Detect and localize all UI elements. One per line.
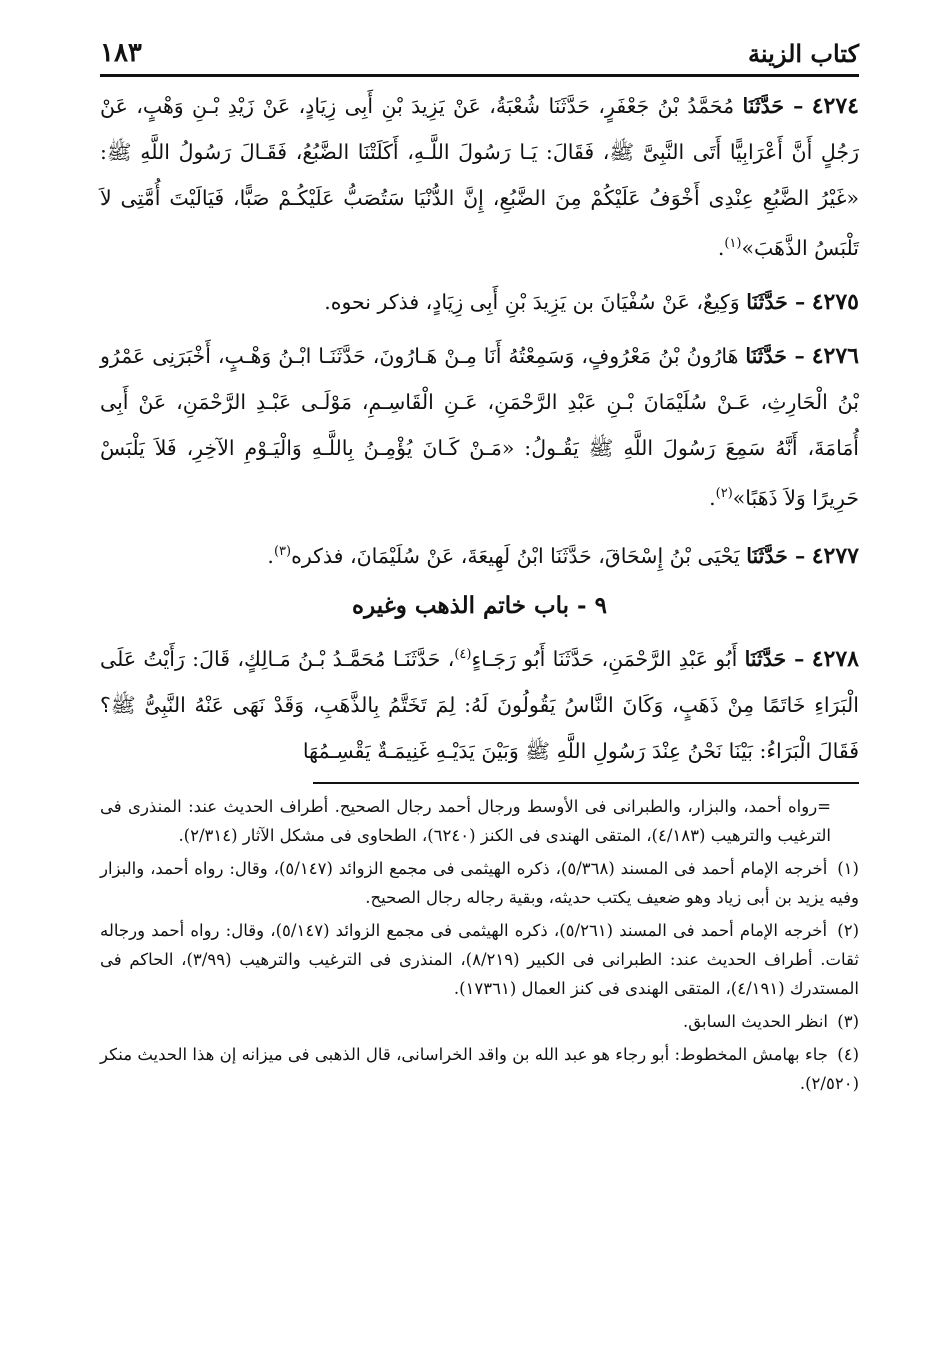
hadith-number: ٤٢٧٦: [811, 342, 859, 369]
hadith-number: ٤٢٧٨: [811, 646, 859, 673]
hadith-text-a: أَبُو عَبْدِ الرَّحْمَنِ، حَدَّثَنَا أَبُو رَجَـاءٍ: [471, 647, 738, 672]
footnote-ref[interactable]: (١): [724, 236, 742, 251]
hadith-text: هَارُونُ بْنُ مَعْرُوفٍ، وَسَمِعْتُهُ أَنَا مِـنْ هَـارُونَ، حَدَّثَنَـا ابْـنُ وَهْـبٍ، أَخْبَرَنِى عَمْرُو بْنُ الْحَارِثِ، عَـنْ سُلَيْمَانَ بْـنِ عَبْدِ الرَّحْمَنِ، عَـنِ الْقَاسِـمِ، مَوْلَـى عَبْـدِ الرَّحْمَنِ، عَنْ أَبِى أُمَامَةَ، أَنَّهُ سَمِعَ رَسُولَ اللَّهِ ﷺ يَقُـولُ: «مَـنْ كَـانَ يُؤْمِـنُ بِاللَّـهِ وَالْيَـوْمِ الآخِرِ، فَلاَ يَلْبَسْ حَرِيرًا وَلاَ ذَهَبًا»: [100, 343, 859, 510]
footnote-text: =رواه أحمد، والبزار، والطبرانى فى الأوسط ورجال أحمد رجال الصحيح. أطراف الحديث عند: المنذرى فى الترغيب والترهيب (٤/١٨٣)، المتقى الهندى فى الكنز (٦٢٤٠)، الطحاوى فى مشكل الآثار (٢/٣١٤).: [100, 797, 831, 846]
footnote-number: (٢): [837, 921, 860, 941]
hadith-4274: ٤٢٧٤ – حَدَّثَنَا مُحَمَّدُ بْنُ جَعْفَرٍ، حَدَّثَنَا شُعْبَةُ، عَنْ يَزِيدَ بْنِ أَبِى زِيَادٍ، عَنْ زَيْدِ بْـنِ وَهْبٍ، عَنْ رَجُلٍ أَنَّ أَعْرَابِيًّا أَتَى النَّبِىَّ ﷺ، فَقَالَ: يَـا رَسُولَ اللَّـهِ، أَكَلَتْنَا الضَّبُعُ، فَقَـالَ رَسُولُ اللَّهِ ﷺ: «غَيْرُ الضَّبُعِ عِنْدِى أَخْوَفُ عَلَيْكُمْ مِنَ الضَّبُعِ، إِنَّ الدُّنْيَا سَتُصَبُّ عَلَيْكُـمْ صَبًّا، فَيَالَيْتَ أُمَّتِى لاَ تَلْبَسُ الذَّهَبَ»$^{(١)}$.: [100, 93, 859, 260]
footnote-continued: [100, 792, 859, 850]
footnote-text: جاء بهامش المخطوط: أبو رجاء هو عبد الله بن واقد الخراسانى، قال الذهبى فى ميزانه إن هذا الحديث منكر (٢/٥٢٠).: [100, 1045, 859, 1094]
footnote-text: انظر الحديث السابق.: [683, 1012, 828, 1032]
chapter-heading: ٩ - باب خاتم الذهب وغيره: [352, 592, 607, 620]
page-header: [100, 30, 859, 77]
footnote-3: [100, 1007, 859, 1036]
hadith-lead: حَدَّثَنَا: [742, 94, 785, 118]
footnote-number: (٤): [837, 1045, 859, 1065]
hadith-4275: ٤٢٧٥ – حَدَّثَنَا وَكِيعٌ، عَنْ سُفْيَانَ بن يَزِيدَ بْنِ أَبِى زِيَادٍ، فذكر نحوه.: [324, 288, 859, 315]
footnote-1: [100, 854, 859, 912]
footnote-4: [100, 1040, 859, 1098]
hadith-end: .: [709, 485, 716, 510]
hadith-text: مُحَمَّدُ بْنُ جَعْفَرٍ، حَدَّثَنَا شُعْبَةُ، عَنْ يَزِيدَ بْنِ أَبِى زِيَادٍ، عَنْ زَيْدِ بْـنِ وَهْبٍ، عَنْ رَجُلٍ أَنَّ أَعْرَابِيًّا أَتَى النَّبِىَّ ﷺ، فَقَالَ: يَـا رَسُولَ اللَّـهِ، أَكَلَتْنَا الضَّبُعُ، فَقَـالَ رَسُولُ اللَّهِ ﷺ: «غَيْرُ الضَّبُعِ عِنْدِى أَخْوَفُ عَلَيْكُمْ مِنَ الضَّبُعِ، إِنَّ الدُّنْيَا سَتُصَبُّ عَلَيْكُـمْ صَبًّا، فَيَالَيْتَ أُمَّتِى لاَ تَلْبَسُ الذَّهَبَ»: [100, 94, 859, 260]
hadith-4278: ٤٢٧٨ – حَدَّثَنَا أَبُو عَبْدِ الرَّحْمَنِ، حَدَّثَنَا أَبُو رَجَـاءٍ$^{(٤)}$، حَدَّثَنَـا مُحَمَّـدُ بْـنُ مَـالِكٍ، قَالَ: رَأَيْتُ عَلَى الْبَرَاءِ خَاتَمًا مِنْ ذَهَبٍ، وَكَانَ النَّاسُ يَقُولُونَ لَهُ: لِمَ تَخَتَّمُ بِالذَّهَبِ، وَقَدْ نَهَى عَنْهُ النَّبِىُّ ﷺ؟ فَقَالَ الْبَرَاءُ: بَيْنَا نَحْنُ عِنْدَ رَسُولِ اللَّهِ ﷺ وَبَيْنَ يَدَيْـهِ غَنِيمَـةٌ يَقْسِـمُهَا: [100, 646, 859, 764]
hadith-number: ٤٢٧٥: [811, 288, 859, 315]
hadith-text-b: ، حَدَّثَنَـا مُحَمَّـدُ بْـنُ مَـالِكٍ، قَالَ: رَأَيْتُ عَلَى الْبَرَاءِ خَاتَمًا مِنْ ذَهَبٍ، وَكَانَ النَّاسُ يَقُولُونَ لَهُ: لِمَ تَخَتَّمُ بِالذَّهَبِ، وَقَدْ نَهَى عَنْهُ النَّبِىُّ ﷺ؟ فَقَالَ الْبَرَاءُ: بَيْنَا نَحْنُ عِنْدَ رَسُولِ اللَّهِ ﷺ وَبَيْنَ يَدَيْـهِ غَنِيمَـةٌ يَقْسِـمُهَا: [100, 647, 859, 764]
hadith-lead: حَدَّثَنَا: [746, 289, 788, 314]
footnote-number: (٣): [837, 1012, 859, 1032]
footnote-ref[interactable]: (٣): [273, 543, 292, 559]
hadith-end: .: [267, 543, 274, 568]
footnote-2: [100, 916, 859, 1003]
hadith-lead: حَدَّثَنَا: [746, 543, 788, 568]
running-title: كتاب الزينة: [748, 39, 859, 68]
page-number: ١٨٣: [100, 38, 142, 68]
footnote-separator: [313, 782, 859, 784]
hadith-lead: حَدَّثَنَا: [744, 647, 787, 672]
footnote-ref[interactable]: (٢): [715, 485, 733, 501]
hadith-text: وَكِيعٌ، عَنْ سُفْيَانَ بن يَزِيدَ بْنِ أَبِى زِيَادٍ، فذكر نحوه.: [324, 289, 740, 314]
hadith-text: يَحْيَى بْنُ إِسْحَاقَ، حَدَّثَنَا ابْنُ لَهِيعَةَ، عَنْ سُلَيْمَانَ، فذكره: [291, 543, 740, 568]
footnote-number: (١): [837, 859, 859, 879]
hadith-end: .: [717, 235, 725, 260]
hadith-4277: ٤٢٧٧ – حَدَّثَنَا يَحْيَى بْنُ إِسْحَاقَ، حَدَّثَنَا ابْنُ لَهِيعَةَ، عَنْ سُلَيْمَانَ، فذكره$^{(٣)}$.: [267, 542, 859, 569]
hadith-4276: ٤٢٧٦ – حَدَّثَنَا هَارُونُ بْنُ مَعْرُوفٍ، وَسَمِعْتُهُ أَنَا مِـنْ هَـارُونَ، حَدَّثَنَـا ابْـنُ وَهْـبٍ، أَخْبَرَنِى عَمْرُو بْنُ الْحَارِثِ، عَـنْ سُلَيْمَانَ بْـنِ عَبْدِ الرَّحْمَنِ، عَـنِ الْقَاسِـمِ، مَوْلَـى عَبْـدِ الرَّحْمَنِ، عَنْ أَبِى أُمَامَةَ، أَنَّهُ سَمِعَ رَسُولَ اللَّهِ ﷺ يَقُـولُ: «مَـنْ كَـانَ يُؤْمِـنُ بِاللَّـهِ وَالْيَـوْمِ الآخِرِ، فَلاَ يَلْبَسْ حَرِيرًا وَلاَ ذَهَبًا»$^{(٢)}$.: [100, 342, 859, 510]
footnote-ref[interactable]: (٤): [454, 647, 472, 663]
hadith-number: ٤٢٧٤: [811, 93, 859, 119]
hadith-number: ٤٢٧٧: [811, 542, 859, 569]
footnote-text: أخرجه الإمام أحمد فى المسند (٥/٢٦١)، ذكره الهيثمى فى مجمع الزوائد (٥/١٤٧)، وقال: رواه أحمد ورجاله ثقات. أطراف الحديث عند: الطبرانى فى الكبير (٨/٢١٩)، المنذرى فى الترغيب والترهيب (٣/٩٩)، الحاكم فى المستدرك (٤/١٩١)، المتقى الهندى فى كنز العمال (١٧٣٦١).: [100, 921, 859, 999]
footnotes: [100, 792, 859, 1098]
hadith-lead: حَدَّثَنَا: [745, 343, 787, 368]
footnote-text: أخرجه الإمام أحمد فى المسند (٥/٣٦٨)، ذكره الهيثمى فى مجمع الزوائد (٥/١٤٧)، وقال: رواه أحمد، والبزار وفيه يزيد بن أبى زياد وهو ضعيف يكتب حديثه، وبقية رجاله رجال الصحيح.: [100, 859, 859, 908]
